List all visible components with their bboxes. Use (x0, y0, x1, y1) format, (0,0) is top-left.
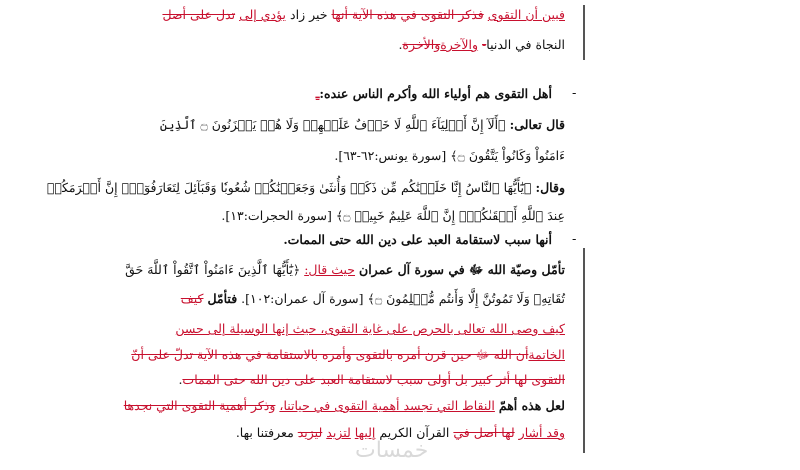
body-text: . (398, 37, 403, 52)
inserted-text: النقاط التي تجسد أهمية التقوى في حياتنا، (279, 398, 495, 413)
list-dash: - (572, 232, 577, 247)
paragraph-line (178, 372, 565, 388)
paragraph-line (124, 398, 565, 414)
body-text: لعل هذه أهمّ (498, 398, 565, 413)
deleted-text: لها أصل في (453, 425, 515, 440)
body-text: تأمّل وصيّة الله ﷻ في سورة آل عمران (359, 262, 565, 277)
inserted-text: الخاتمة (528, 347, 565, 362)
paragraph-line (131, 347, 565, 363)
paragraph-line (125, 262, 565, 278)
quran-verse: عِندَ ٱللَّهِ أَتۡقَىٰكُمۡۚ إِنَّ ٱللَّهَ عَلِيمٌ خَبِيرٞ ۝﴾ (335, 208, 565, 223)
inserted-text: حيث قال: (304, 262, 356, 277)
inserted-text: وقد أشار (518, 425, 565, 440)
paragraph-line (181, 291, 565, 307)
verse-reference: [سورة يونس:٦٢-٦٣]. (334, 148, 447, 163)
list-dash: - (572, 86, 577, 101)
verse-reference: [سورة الحجرات:١٣]. (221, 208, 332, 223)
deleted-text: - (482, 37, 487, 52)
deleted-text: كيف (180, 291, 204, 306)
paragraph-line (398, 37, 565, 53)
change-bar (583, 248, 585, 453)
body-text: معرفتنا بها. (235, 425, 294, 440)
quran-verse: تُقَاتِهِۦ وَلَا تَمُوتُنَّ إِلَّا وَأَنتُم مُّسۡلِمُونَ ۝﴾ (367, 291, 565, 306)
deleted-text: وذكر أهمية التقوى التي نجدها (123, 398, 276, 413)
paragraph-line (162, 7, 565, 23)
body-text: القرآن الكريم (379, 425, 450, 440)
heading-text: أهل التقوى هم أولياء الله وأكرم الناس عنده: (319, 86, 552, 101)
list-heading (316, 86, 552, 102)
inserted-text: يؤدي إلى (239, 7, 287, 22)
change-bar (583, 5, 585, 60)
quran-verse: ﴿يَٰٓأَيُّهَا ٱلَّذِينَ ءَامَنُواْ ٱتَّقُواْ ٱللَّهَ حَقَّ (125, 262, 301, 277)
inserted-text: كيف وصى الله تعالى بالحرص على غاية التقوى، حيث إنها الوسيلة إلى حسن (175, 321, 565, 336)
deleted-text: تدل على أصل (162, 7, 236, 22)
paragraph-line (221, 208, 565, 224)
list-heading: أنها سبب لاستقامة العبد على دين الله حتى الممات. (283, 232, 552, 247)
inserted-text: لتزيد (326, 425, 351, 440)
deleted-text: التقوى لها أثر كبير بل أولى سبب لاستقامة العبد على دين الله حتى الممات (182, 372, 565, 387)
body-text: . (178, 372, 183, 387)
watermark-logo: خمسات (355, 438, 429, 463)
body-text: وقال: (535, 180, 565, 195)
deleted-text: أن الله ﷻ حين قرن أمره بالتقوى وأمره بالاستقامة في هذه الآية تدلّ على أنّ (131, 347, 529, 362)
deleted-text: والأخرة (402, 37, 441, 52)
deleted-text: ليزيد (297, 425, 323, 440)
quran-verse: ﴿يَٰٓأَيُّهَا ٱلنَّاسُ إِنَّا خَلَقۡنَٰكُم مِّن ذَكَرٖ وَأُنثَىٰ وَجَعَلۡنَٰكُمۡ شُعُوبٗا وَقَبَآئِلَ لِتَعَارَفُوٓاْۚ إِنَّ أَكۡرَمَكُمۡ (47, 180, 532, 195)
inserted-text: والآخرة (440, 37, 479, 52)
body-text: قال تعالى: (509, 117, 565, 132)
quran-verse: ءَامَنُواْ وَكَانُواْ يَتَّقُونَ ۝﴾ (450, 148, 565, 163)
quran-verse: ﴿أَلَآ إِنَّ أَوۡلِيَآءَ ٱللَّهِ لَا خَوۡفٌ عَلَيۡهِمۡ وَلَا هُمۡ يَحۡزَنُونَ ۝ ٱلَّذِينَ (159, 117, 506, 132)
deleted-text: فذكر التقوى في هذه الآية أنها (331, 7, 484, 22)
paragraph-line (160, 117, 565, 133)
paragraph-line (47, 180, 565, 196)
verse-reference: [سورة آل عمران:١٠٢]. (241, 291, 364, 306)
inserted-text: إليها (354, 425, 376, 440)
body-text: فتأمّل (207, 291, 238, 306)
paragraph-line (334, 148, 565, 164)
body-text: خير زاد (290, 7, 328, 22)
inserted-text: ـ (315, 86, 320, 101)
inserted-text: فبين أن التقوى (487, 7, 565, 22)
body-text: النجاة في الدنيا (486, 37, 565, 52)
